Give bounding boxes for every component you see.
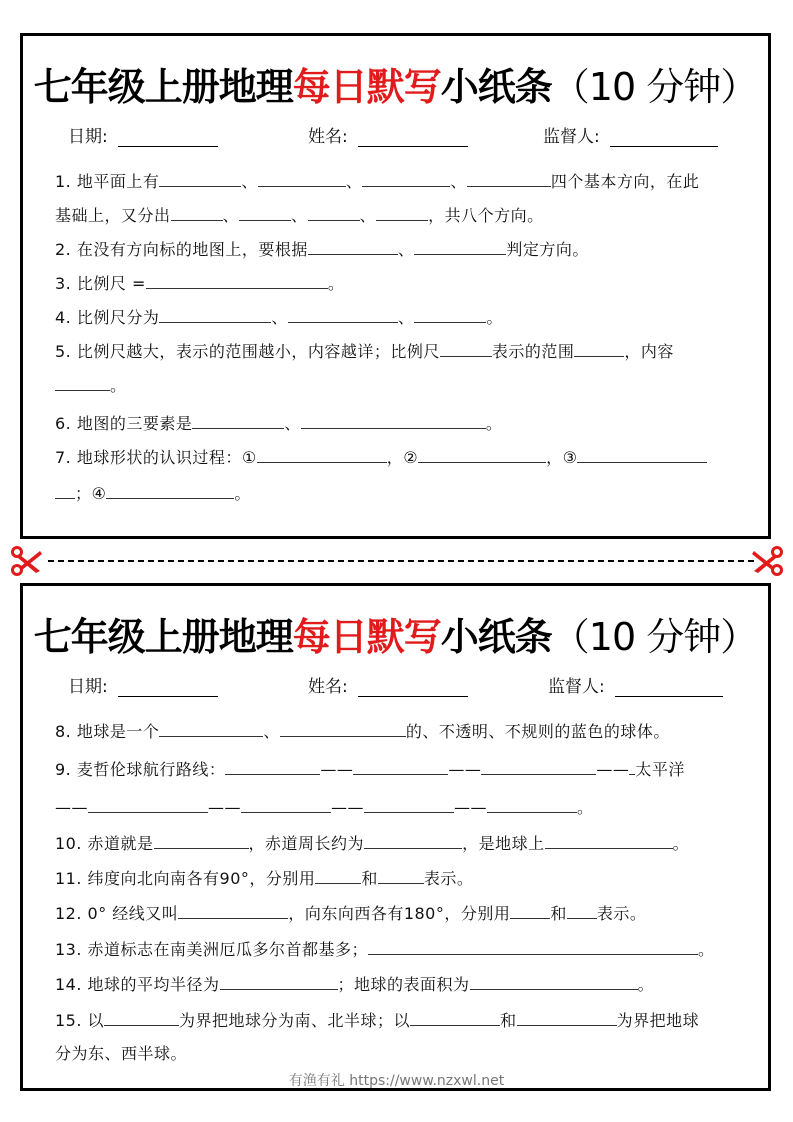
question-text: ，③ (546, 448, 578, 467)
question-text: 和 (500, 1011, 517, 1030)
question-text: 6. 地图的三要素是 (55, 414, 193, 433)
question-text: 7. 地球形状的认识过程：① (55, 448, 257, 467)
blank[interactable] (545, 832, 673, 849)
blank[interactable] (288, 306, 398, 323)
question-7 (55, 446, 707, 468)
question-text: 14. 地球的平均半径为 (55, 975, 220, 994)
blank[interactable] (55, 374, 110, 391)
blank[interactable] (55, 482, 75, 499)
scissors-icon (750, 545, 784, 577)
title-highlight: 每日默写 (292, 65, 441, 109)
cut-line (48, 560, 754, 562)
blank[interactable] (106, 482, 234, 499)
blank[interactable] (577, 446, 707, 463)
name-blank[interactable] (358, 128, 468, 147)
blank[interactable] (257, 446, 387, 463)
watermark: 有渔有礼 https://www.nzxwl.net (288, 1073, 505, 1089)
blank[interactable] (376, 204, 428, 221)
question-2 (55, 238, 589, 260)
blank[interactable] (364, 832, 462, 849)
blank[interactable] (414, 238, 506, 255)
question-8 (55, 720, 670, 742)
question-text: 、 (397, 240, 415, 259)
question-text: 11. 纬度向北向南各有90°，分别用 (55, 869, 316, 888)
question-10 (55, 832, 689, 854)
question-text: —— (331, 798, 364, 817)
question-text: 、 (222, 206, 240, 225)
question-text: 。 (672, 834, 690, 853)
blank[interactable] (159, 720, 263, 737)
supervisor-label: 监督人: (543, 127, 600, 147)
blank[interactable] (368, 938, 698, 955)
dictation-slip-1 (20, 33, 771, 539)
blank[interactable] (467, 170, 551, 187)
question-text: 。 (234, 484, 251, 503)
question-text: 的、不透明、不规则的蓝色的球体。 (405, 722, 670, 741)
title-part3: 小纸条 (440, 65, 552, 109)
supervisor-label: 监督人: (548, 677, 605, 697)
question-text: 10. 赤道就是 (55, 834, 154, 853)
date-field[interactable] (68, 122, 218, 147)
name-field[interactable] (308, 122, 468, 147)
scissors-icon (10, 545, 44, 577)
supervisor-blank[interactable] (610, 128, 718, 147)
question-text: 。 (698, 940, 715, 959)
question-text: 。 (485, 414, 503, 433)
blank[interactable] (146, 272, 328, 289)
question-text: ；④ (75, 484, 107, 503)
blank[interactable] (517, 1009, 617, 1026)
supervisor-blank[interactable] (615, 678, 723, 697)
question-text: 。 (110, 376, 127, 395)
blank[interactable] (364, 796, 454, 813)
question-13 (55, 938, 715, 960)
question-text: 5. 比例尺越大，表示的范围越小，内容越详；比例尺 (55, 342, 440, 361)
name-label: 姓名: (308, 127, 348, 147)
blank[interactable] (301, 412, 486, 429)
blank[interactable] (418, 446, 546, 463)
question-text: ，内容 (624, 342, 674, 361)
question-3 (55, 272, 344, 294)
name-blank[interactable] (358, 678, 468, 697)
meta-row (23, 672, 768, 696)
question-text: 基础上，又分出 (55, 206, 171, 225)
question-text: 表示的范围 (491, 342, 575, 361)
blank[interactable] (88, 796, 208, 813)
supervisor-field[interactable] (548, 672, 723, 697)
question-5-cont (55, 374, 127, 396)
blank[interactable] (487, 796, 577, 813)
question-11 (55, 867, 473, 889)
question-15-cont (55, 1044, 187, 1064)
question-text: 3. 比例尺 = (55, 274, 146, 293)
question-text: 为界把地球分为南、北半球；以 (179, 1011, 411, 1030)
question-text: ，② (386, 448, 419, 467)
question-text: ，赤道周长约为 (248, 834, 365, 853)
question-4 (55, 306, 503, 328)
question-text: ，向东向西各有180°，分别用 (288, 904, 511, 923)
question-text: 12. 0° 经线又叫 (55, 904, 179, 923)
blank[interactable] (308, 204, 360, 221)
blank[interactable] (239, 204, 291, 221)
blank[interactable] (510, 902, 550, 919)
date-field[interactable] (68, 672, 218, 697)
blank[interactable] (225, 758, 320, 775)
blank[interactable] (470, 973, 638, 990)
question-7-cont (55, 482, 251, 504)
blank[interactable] (353, 758, 448, 775)
question-text: —— (320, 760, 354, 779)
blank[interactable] (159, 306, 271, 323)
question-text: 9. 麦哲伦球航行路线： (55, 760, 226, 779)
question-5 (55, 340, 674, 362)
question-text: 四个基本方向，在此 (550, 172, 700, 191)
question-text: 为界把地球 (616, 1011, 700, 1030)
blank[interactable] (481, 758, 596, 775)
blank[interactable] (414, 306, 486, 323)
question-text: —— (454, 798, 487, 817)
name-field[interactable] (308, 672, 468, 697)
dictation-slip-2 (20, 583, 771, 1091)
blank[interactable] (378, 867, 424, 884)
question-text: 。 (327, 274, 345, 293)
meta-row (23, 122, 768, 146)
question-text: 、 (263, 722, 280, 741)
question-text: 、 (359, 206, 377, 225)
question-15 (55, 1009, 699, 1031)
question-text: 4. 比例尺分为 (55, 308, 160, 327)
question-text: —— (448, 760, 482, 779)
question-text: 表示。 (596, 904, 647, 923)
question-text: 1. 地平面上有 (55, 172, 160, 191)
question-9 (55, 758, 685, 780)
question-text: —— (596, 760, 630, 779)
date-blank[interactable] (118, 128, 218, 147)
question-text: ；地球的表面积为 (337, 975, 470, 994)
blank[interactable] (241, 796, 331, 813)
question-text: 、 (450, 172, 467, 191)
question-text: 、 (271, 308, 288, 327)
blank[interactable] (258, 170, 346, 187)
blank[interactable] (154, 832, 249, 849)
blank[interactable] (220, 973, 338, 990)
title-duration: （10 分钟） (551, 615, 758, 659)
question-text: 、 (345, 172, 363, 191)
blank[interactable] (171, 204, 223, 221)
blank[interactable] (159, 170, 241, 187)
question-text: 判定方向。 (506, 240, 589, 259)
slip-title (23, 56, 768, 111)
blank[interactable] (574, 340, 624, 357)
blank[interactable] (315, 867, 361, 884)
question-6 (55, 412, 502, 434)
title-part3: 小纸条 (440, 615, 552, 659)
blank[interactable] (567, 902, 597, 919)
question-text: 15. 以 (55, 1011, 105, 1030)
question-text: 太平洋 (635, 760, 685, 779)
date-label: 日期: (68, 677, 108, 697)
question-text: 和 (361, 869, 378, 888)
question-text: 8. 地球是一个 (55, 722, 160, 741)
question-9-cont (55, 796, 594, 818)
date-blank[interactable] (118, 678, 218, 697)
question-text: —— (208, 798, 241, 817)
question-14 (55, 973, 654, 995)
title-part1: 七年级上册地理 (33, 65, 293, 109)
title-duration: （10 分钟） (551, 65, 758, 109)
blank[interactable] (410, 1009, 500, 1026)
question-text: 。 (486, 308, 503, 327)
blank[interactable] (178, 902, 288, 919)
blank[interactable] (308, 238, 398, 255)
question-text: 和 (550, 904, 567, 923)
question-1 (55, 170, 699, 192)
question-text: 表示。 (423, 869, 474, 888)
question-12 (55, 902, 646, 924)
question-text: ，是地球上 (462, 834, 545, 853)
question-text: 分为东、西半球。 (55, 1044, 188, 1063)
question-text: —— (55, 798, 88, 817)
blank[interactable] (192, 412, 284, 429)
date-label: 日期: (68, 127, 108, 147)
question-text: 13. 赤道标志在南美洲厄瓜多尔首都基多； (55, 940, 369, 959)
question-text: 、 (241, 172, 258, 191)
question-text: 。 (637, 975, 655, 994)
question-text: ，共八个方向。 (428, 206, 544, 225)
question-text: 2. 在没有方向标的地图上，要根据 (55, 240, 308, 259)
question-text: 、 (284, 414, 301, 433)
blank[interactable] (280, 720, 406, 737)
title-highlight: 每日默写 (292, 615, 441, 659)
supervisor-field[interactable] (543, 122, 718, 147)
question-text: 、 (397, 308, 415, 327)
slip-title (23, 606, 768, 661)
question-1-cont (55, 204, 544, 226)
name-label: 姓名: (308, 677, 348, 697)
question-text: 、 (291, 206, 308, 225)
title-part1: 七年级上册地理 (33, 615, 293, 659)
question-text: 。 (577, 798, 594, 817)
blank[interactable] (362, 170, 450, 187)
blank[interactable] (104, 1009, 179, 1026)
blank[interactable] (440, 340, 492, 357)
